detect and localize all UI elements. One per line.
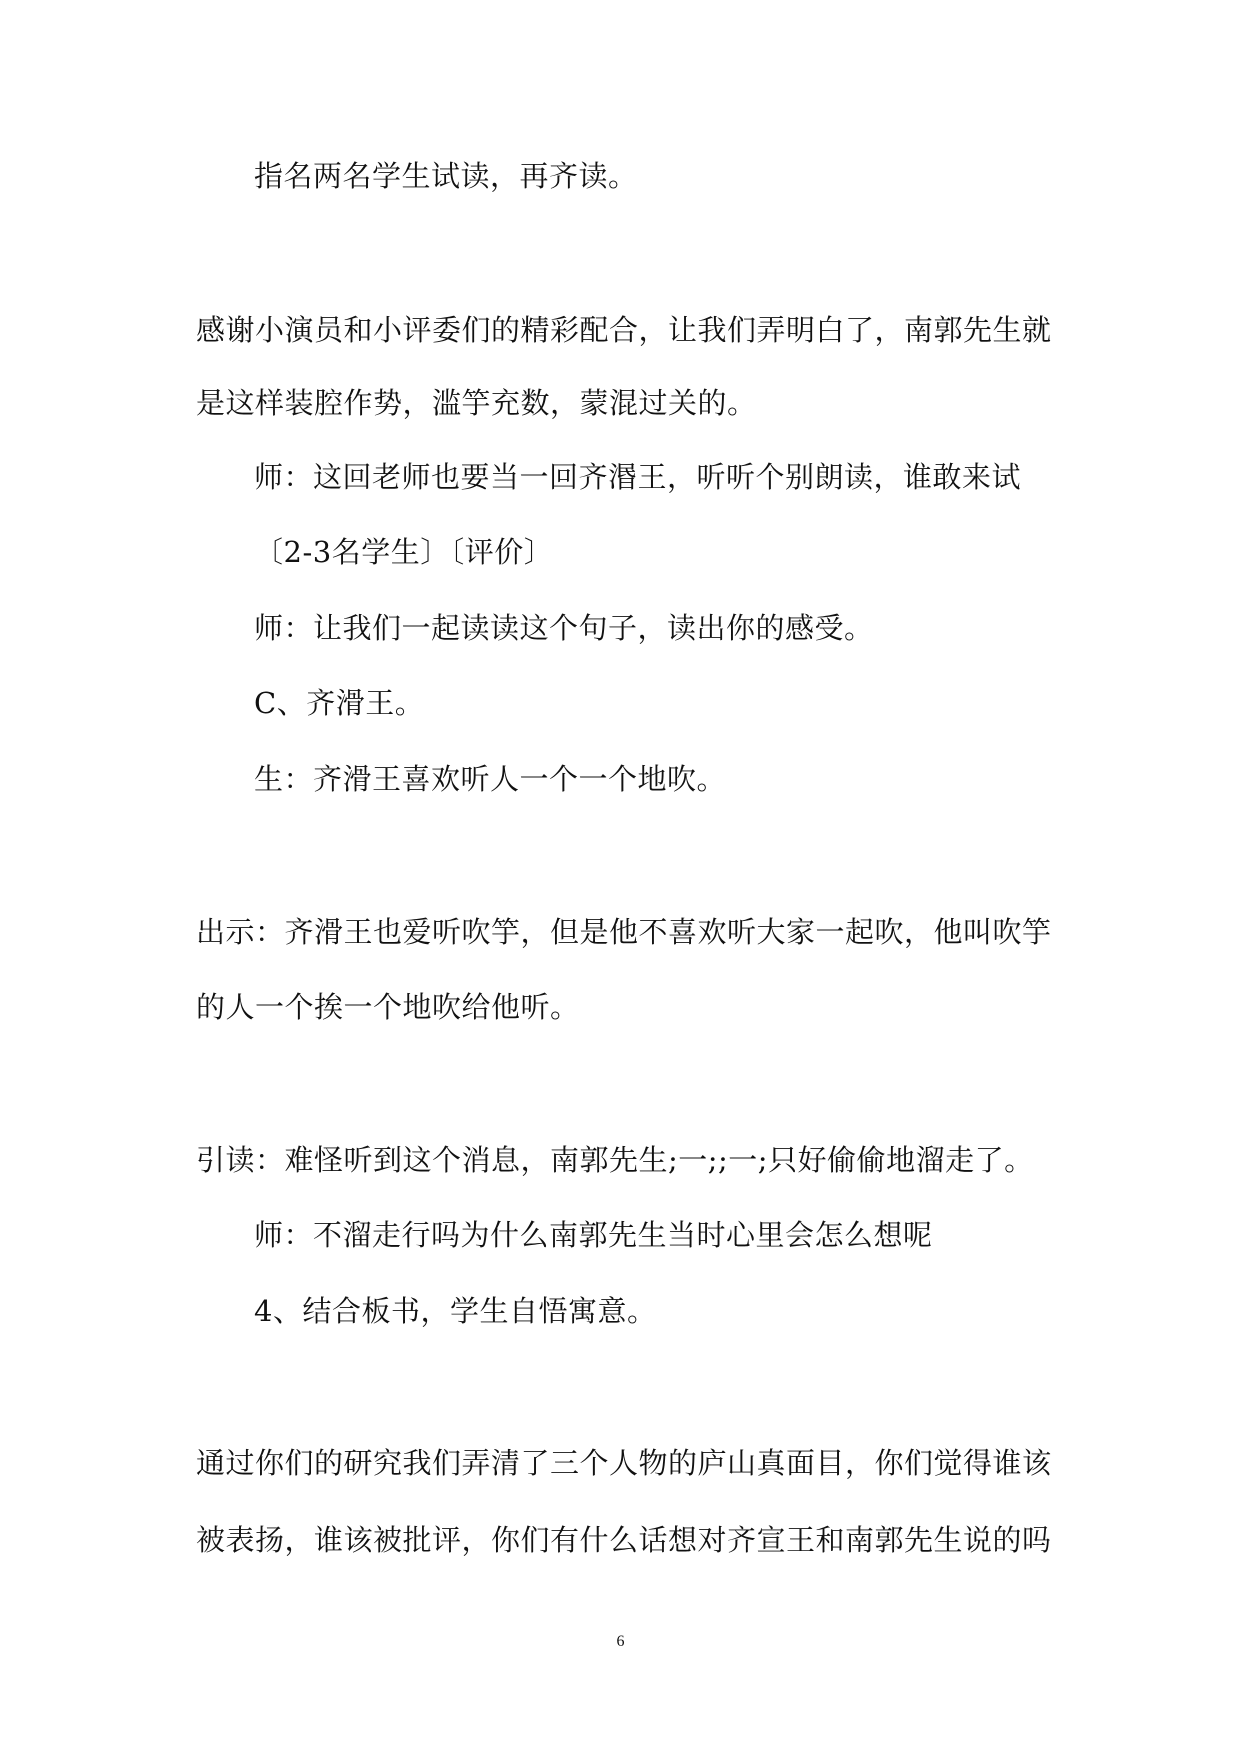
paragraph-line: 师：这回老师也要当一回齐湣王，听听个别朗读，谁敢来试 — [254, 460, 1022, 494]
paragraph-line: 生：齐滑王喜欢听人一个一个地吹。 — [254, 762, 727, 796]
paragraph-line: 被表扬，谁该被批评，你们有什么话想对齐宣王和南郭先生说的吗 — [196, 1523, 1052, 1557]
paragraph-line: 通过你们的研究我们弄清了三个人物的庐山真面目，你们觉得谁该 — [196, 1446, 1052, 1480]
page-number: 6 — [616, 1633, 625, 1650]
paragraph-line: 师：不溜走行吗为什么南郭先生当时心里会怎么想呢 — [254, 1218, 933, 1252]
paragraph-line: 出示：齐滑王也爱听吹竽，但是他不喜欢听大家一起吹，他叫吹竽 — [196, 915, 1052, 949]
paragraph-line: 师：让我们一起读读这个句子，读出你的感受。 — [254, 611, 874, 645]
paragraph-line: 是这样装腔作势，滥竽充数，蒙混过关的。 — [196, 386, 757, 420]
paragraph-line: 感谢小演员和小评委们的精彩配合，让我们弄明白了，南郭先生就 — [196, 313, 1052, 347]
paragraph-line: 〔2-3名学生〕〔评价〕 — [254, 535, 554, 569]
paragraph-line: C、齐滑王。 — [254, 686, 425, 720]
paragraph-line: 4、结合板书，学生自悟寓意。 — [254, 1294, 657, 1328]
paragraph-line: 引读：难怪听到这个消息，南郭先生;一;;一;只好偷偷地溜走了。 — [196, 1143, 1034, 1177]
paragraph-line: 指名两名学生试读，再齐读。 — [254, 159, 638, 193]
paragraph-line: 的人一个挨一个地吹给他听。 — [196, 990, 580, 1024]
